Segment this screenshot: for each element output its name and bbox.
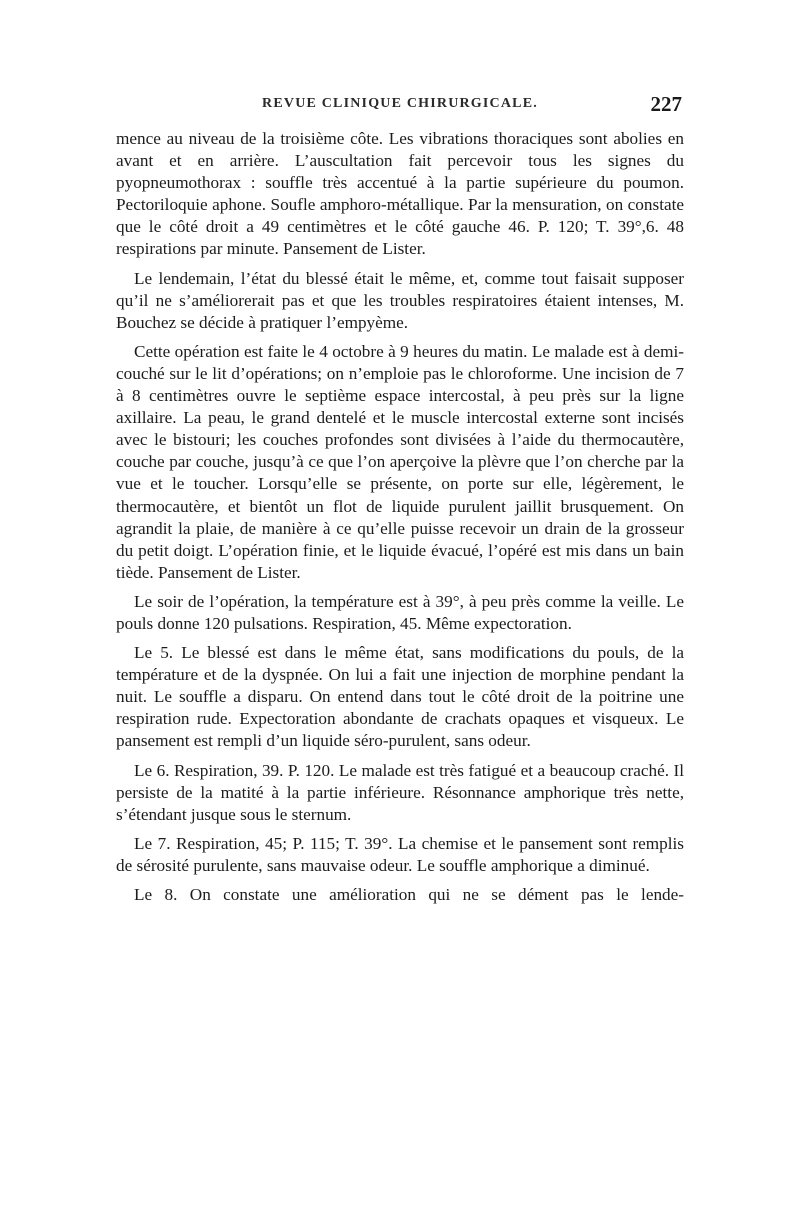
paragraph-lendemain: Le lendemain, l’état du blessé était le même, et, comme tout faisait supposer qu’il ne s’améliorerait pas et que les troubles respiratoires étaient intenses, M. Bouchez se décide à pratiquer l’empyème. — [116, 268, 684, 332]
paragraph-day-6: Le 6. Respiration, 39. P. 120. Le malade est très fatigué et a beaucoup craché. Il persiste de la matité à la partie inférieure. Résonnance amphorique très nette, s’étendant jusque sous le sternum. — [116, 760, 684, 824]
running-title: REVUE CLINIQUE CHIRURGICALE. — [262, 96, 538, 111]
paragraph-continuation: mence au niveau de la troisième côte. Les vibrations thoraciques sont abolies en avant et en arrière. L’auscultation fait percevoir tous les signes du pyopneumothorax : souffle très accentué à la partie supérieure du poumon. Pectoriloquie aphone. Soufle amphoro-métallique. Par la mensuration, on constate que le côté droit a 49 centimètres et le côté gauche 46. P. 120; T. 39°,6. 48 respirations par minute. Pansement de Lister. — [116, 129, 684, 259]
paragraph-day-8: Le 8. On constate une amélioration qui ne se dément pas le lende- — [134, 885, 684, 904]
page-number: 227 — [650, 92, 682, 116]
body-text — [116, 128, 684, 913]
paragraph-day-5: Le 5. Le blessé est dans le même état, sans modifications du pouls, de la température et de la dyspnée. On lui a fait une injection de morphine pendant la nuit. Le souffle a disparu. On entend dans tout le côté droit de la poitrine une respiration rude. Expectoration abondante de crachats opaques et visqueux. Le pansement est rempli d’un liquide séro-purulent, sans odeur. — [116, 643, 684, 751]
paragraph-operation: Cette opération est faite le 4 octobre à 9 heures du matin. Le malade est à demi-couché sur le lit d’opérations; on n’emploie pas le chloroforme. Une incision de 7 à 8 centimètres ouvre le septième espace intercostal, à peu près sur la ligne axillaire. La peau, le grand dentelé et le muscle intercostal externe sont incisés avec le bistouri; les couches profondes sont divisées à l’aide du thermocautère, couche par couche, jusqu’à ce que l’on aperçoive la plèvre que l’on cherche par la vue et le toucher. Lorsqu’elle se présente, on porte sur elle, légèrement, le thermocautère, et bientôt un flot de liquide purulent jaillit brusquement. On agrandit la plaie, de manière à ce qu’elle puisse recevoir un drain de la grosseur du petit doigt. L’opération finie, et le liquide évacué, l’opéré est mis dans un bain tiède. Pansement de Lister. — [116, 341, 684, 582]
paragraph-soir: Le soir de l’opération, la température est à 39°, à peu près comme la veille. Le pouls donne 120 pulsations. Respiration, 45. Même expectoration. — [116, 591, 684, 633]
running-head — [116, 92, 684, 122]
paragraph-day-7: Le 7. Respiration, 45; P. 115; T. 39°. La chemise et le pansement sont remplis de sérosité purulente, sans mauvaise odeur. Le souffle amphorique a diminué. — [116, 833, 684, 875]
